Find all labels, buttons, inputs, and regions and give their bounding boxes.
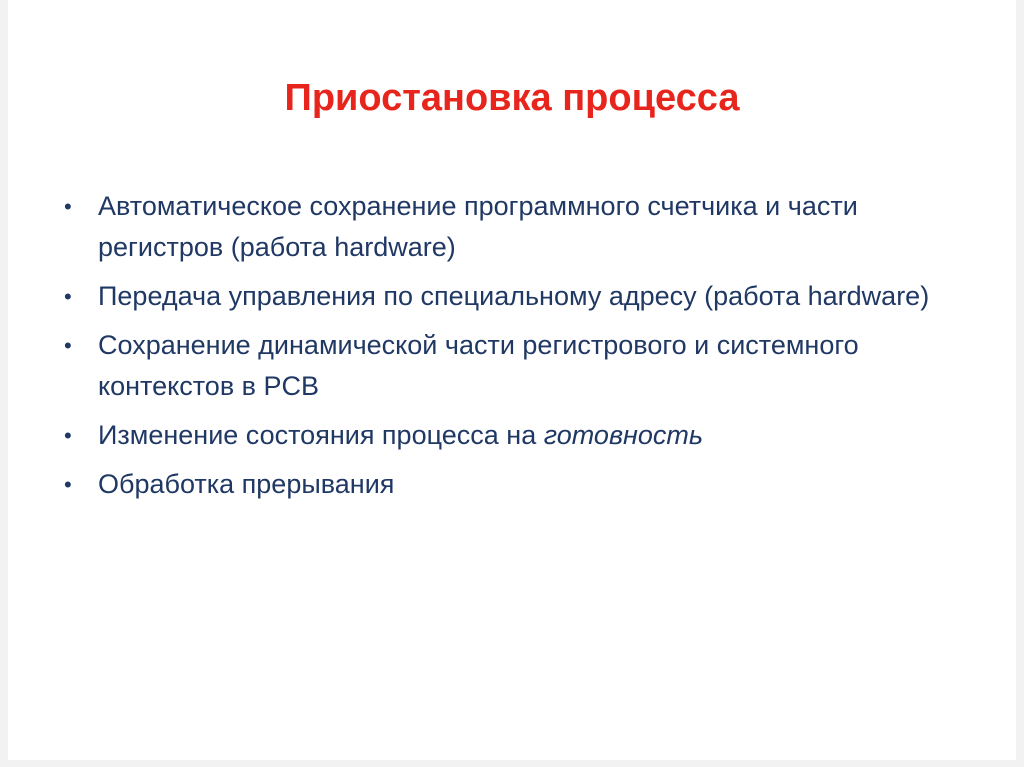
list-item: [60, 325, 940, 407]
list-item-emphasis: готовность: [543, 420, 704, 450]
list-item-text: Передача управления по специальному адресу (работа hardware): [98, 281, 930, 311]
list-item-text: Изменение состояния процесса на: [98, 420, 544, 450]
bullet-icon: •: [64, 423, 72, 448]
bullet-icon: •: [64, 194, 72, 219]
list-item-text: Сохранение динамической части регистрового и системного контекстов в PCB: [98, 330, 859, 401]
list-item: [60, 464, 940, 505]
list-item: [60, 415, 940, 456]
list-item: [60, 186, 940, 268]
bullet-list: [60, 186, 940, 513]
bullet-icon: •: [64, 472, 72, 497]
bullet-icon: •: [64, 333, 72, 358]
slide-title: Приостановка процесса: [284, 77, 740, 119]
list-item-text: Автоматическое сохранение программного счетчика и части регистров (работа hardware): [98, 191, 858, 262]
list-item-text: Обработка прерывания: [98, 469, 395, 499]
list-item: [60, 276, 940, 317]
slide: [8, 0, 1016, 760]
bullet-icon: •: [64, 284, 72, 309]
